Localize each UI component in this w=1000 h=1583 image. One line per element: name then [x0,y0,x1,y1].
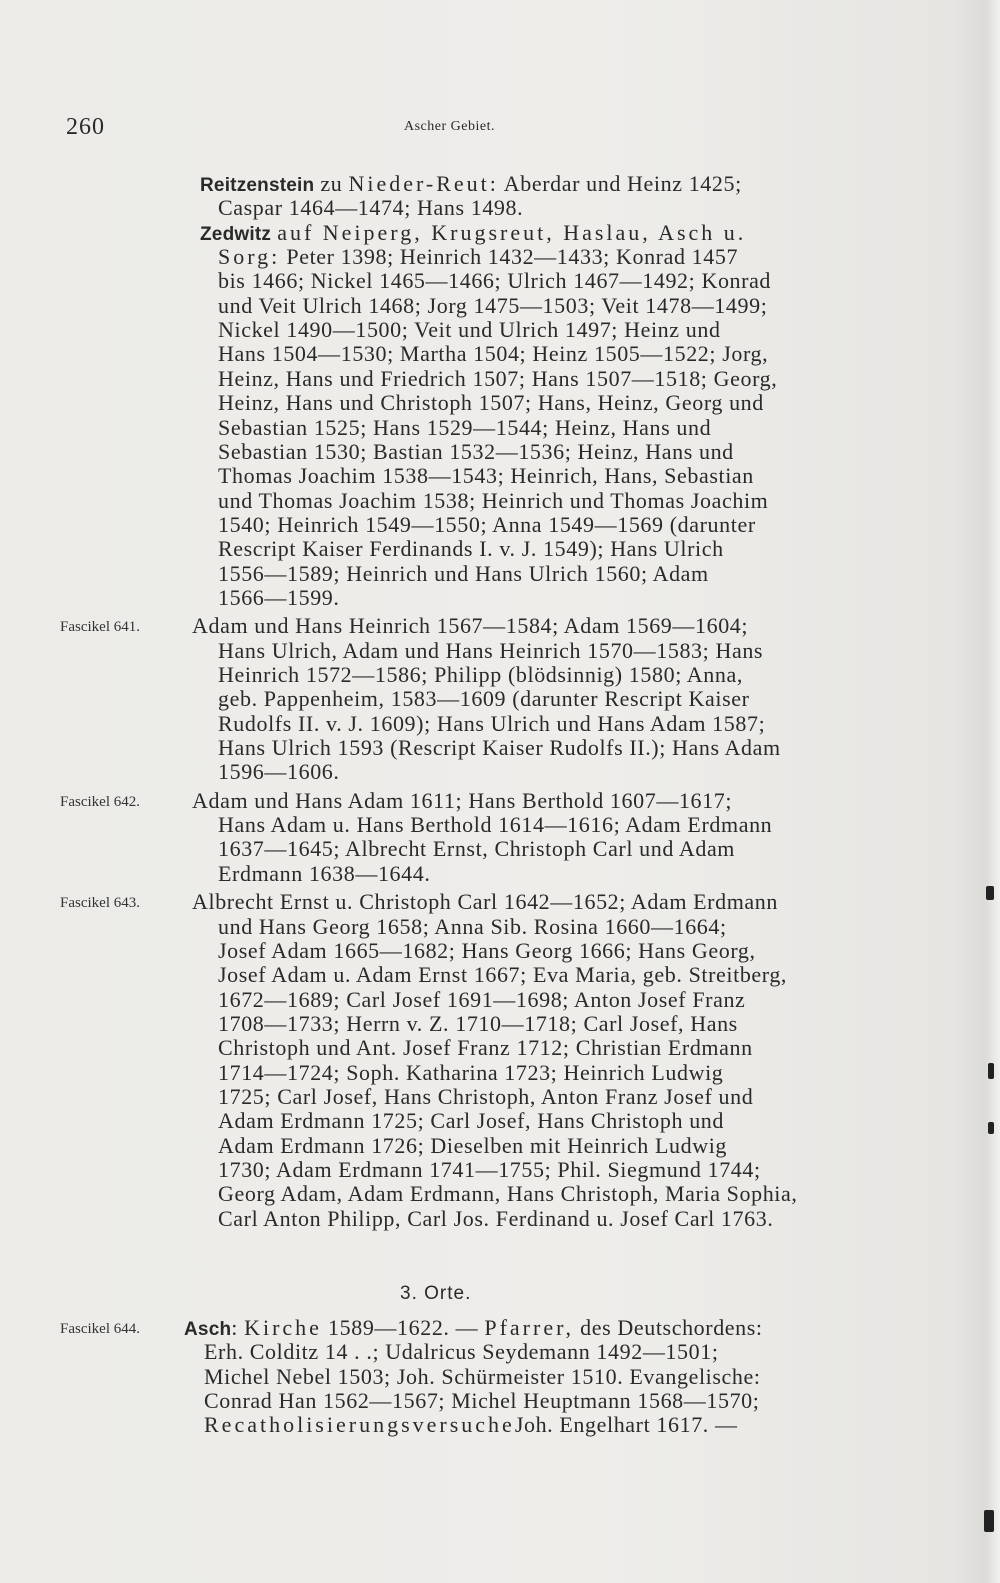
spaced-text: Nieder-Reut: [348,171,499,196]
text-span: Hans Adam u. Hans Berthold 1614—1616; Adam Erdmann [218,812,773,838]
text-line [218,837,735,861]
text-span: Heinrich 1572—1586; Philipp (blödsinnig) 1580; Anna, [218,662,743,687]
text-line [218,489,768,513]
text-span: bis 1466; Nickel 1465—1466; Ulrich 1467—1492; Konrad [218,268,772,294]
text-span: 1637—1645; Albrecht Ernst, Christoph Carl und Adam [218,836,736,862]
page-number: 260 [66,114,105,140]
text-span: Sebastian 1530; Bastian 1532—1536; Heinz, Hans und [218,438,734,464]
text-span: Albrecht Ernst u. Christoph Carl 1642—1652; Adam Erdmann [192,889,778,915]
text-line [218,1085,753,1109]
running-head: Ascher Gebiet. [404,119,495,134]
text-span: Josef Adam u. Adam Ernst 1667; Eva Maria, geb. Streitberg, [218,962,788,988]
text-line [218,513,756,537]
fascikel-margin-note: Fascikel 641. [60,619,140,636]
text-line [218,813,772,837]
text-span: Christoph und Ant. Josef Franz 1712; Christian Erdmann [218,1035,753,1061]
text-line [218,963,787,987]
text-span: Thomas Joachim 1538—1543; Heinrich, Hans, Sebastian [218,463,754,489]
text-line [218,196,523,220]
text-span: 1556—1589; Heinrich und Hans Ulrich 1560; Adam [218,560,709,586]
page-header [0,112,1000,142]
text-line [218,862,430,886]
spaced-text: Kirche [244,1315,322,1340]
text-span: Hans 1504—1530; Martha 1504; Heinz 1505—1522; Jorg, [218,341,769,367]
text-span: des Deutschordens: [574,1315,763,1340]
text-span: Rudolfs II. v. J. 1609); Hans Ulrich und Hans Adam 1587; [218,710,766,736]
text-line [218,988,745,1012]
text-span: Adam Erdmann 1726; Dieselben mit Heinrich Ludwig [218,1132,728,1158]
text-span: Georg Adam, Adam Erdmann, Hans Christoph, Maria Sophia, [218,1181,798,1207]
text-span: zu [314,171,349,196]
text-line [218,391,764,415]
text-line [218,464,754,488]
text-span: 1540; Heinrich 1549—1550; Anna 1549—1569 (darunter [218,511,756,537]
text-line [218,269,771,293]
fascikel-margin-note: Fascikel 643. [60,895,140,912]
text-span: Carl Anton Philipp, Carl Jos. Ferdinand u. Josef Carl 1763. [218,1205,774,1231]
text-line [218,318,721,342]
text-line [218,367,777,391]
text-span: Erh. Colditz 14 . .; Udalricus Seydemann 1492—1501; [204,1339,719,1365]
text-line [218,562,709,586]
family-name: Zedwitz [200,223,272,245]
text-line [218,1158,761,1182]
spaced-text: Pfarrer, [484,1315,575,1340]
text-span: Caspar 1464—1474; Hans 1498. [218,195,524,221]
spaced-text: Recatholisierungsversuche [204,1412,515,1438]
edge-blot [986,886,994,900]
text-line [218,1109,724,1133]
page-edge-shadow [986,0,1000,1583]
section-heading: 3. Orte. [400,1283,472,1304]
fascikel-margin-note: Fascikel 644. [60,1321,140,1337]
text-line [192,614,748,638]
text-span: 1730; Adam Erdmann 1741—1755; Phil. Siegmund 1744; [218,1157,761,1182]
family-name: Reitzenstein [200,175,315,196]
text-line [204,1389,760,1413]
fascikel-margin-note: Fascikel 642. [60,793,140,810]
text-line [218,416,711,440]
text-line [204,1365,761,1389]
family-name: Asch [184,1319,232,1340]
text-span: Joh. Engelhart 1617. — [514,1412,738,1438]
edge-blot [984,1510,994,1532]
text-span: Adam und Hans Heinrich 1567—1584; Adam 1569—1604; [192,613,749,639]
text-span: Peter 1398; Heinrich 1432—1433; Konrad 1457 [280,244,739,270]
text-span: Nickel 1490—1500; Veit und Ulrich 1497; Heinz und [218,317,721,343]
text-line [218,1182,797,1206]
text-span: Adam Erdmann 1725; Carl Josef, Hans Christoph und [218,1108,725,1134]
text-line [200,172,742,198]
text-span: Hans Ulrich 1593 (Rescript Kaiser Rudolfs II.); Hans Adam [218,735,781,761]
text-span: Heinz, Hans und Christoph 1507; Hans, Heinz, Georg und [218,390,764,416]
text-span: 1672—1689; Carl Josef 1691—1698; Anton Josef Franz [218,986,746,1012]
text-line [218,687,750,711]
text-span: Heinz, Hans und Friedrich 1507; Hans 1507—1518; Georg, [218,365,778,391]
text-line [192,789,732,813]
text-line [218,537,724,561]
text-span: Erdmann 1638—1644. [218,860,431,886]
text-line [218,915,727,939]
text-line [218,1134,727,1158]
text-span: und Veit Ulrich 1468; Jorg 1475—1503; Veit 1478—1499; [218,292,768,318]
text-span: Conrad Han 1562—1567; Michel Heuptmann 1568—1570; [204,1388,760,1414]
text-span: Hans Ulrich, Adam und Hans Heinrich 1570—1583; Hans [218,637,764,663]
text-line [218,245,738,269]
text-line [218,586,340,610]
text-line [204,1340,719,1364]
text-line [218,939,756,963]
text-line [204,1413,738,1437]
text-span: 1566—1599. [218,584,340,610]
edge-blot [988,1122,994,1134]
text-span: Michel Nebel 1503; Joh. Schürmeister 1510. Evangelische: [204,1363,761,1389]
text-line [218,294,767,318]
text-span: Josef Adam 1665—1682; Hans Georg 1666; Hans Georg, [218,937,756,963]
text-line [218,342,768,366]
text-line [218,736,781,760]
text-line [218,1207,773,1231]
text-line [218,1036,753,1060]
text-line [184,1316,763,1342]
text-span: Aberdar und Heinz 1425; [498,171,742,196]
text-line [218,639,763,663]
text-span: 1714—1724; Soph. Katharina 1723; Heinrich Ludwig [218,1059,724,1085]
text-span: geb. Pappenheim, 1583—1609 (darunter Rescript Kaiser [218,686,750,712]
text-span: Adam und Hans Adam 1611; Hans Berthold 1607—1617; [192,787,733,813]
edge-blot [988,1063,994,1079]
text-line [218,663,743,687]
text-span: und Thomas Joachim 1538; Heinrich und Thomas Joachim [218,487,769,513]
text-line [218,1012,738,1036]
text-line [218,1061,723,1085]
text-span: und Hans Georg 1658; Anna Sib. Rosina 1660—1664; [218,913,727,939]
spaced-text: auf Neiperg, Krugsreut, Haslau, Asch u. [277,219,747,245]
text-span: 1725; Carl Josef, Hans Christoph, Anton Franz Josef und [218,1083,754,1109]
text-span: 1596—1606. [218,759,340,785]
text-line [200,221,746,247]
text-span: Rescript Kaiser Ferdinands I. v. J. 1549); Hans Ulrich [218,536,724,562]
text-line [218,440,734,464]
text-span: : [231,1315,245,1340]
spaced-text: Sorg: [218,244,281,270]
text-span: 1589—1622. — [321,1315,485,1340]
text-span: Sebastian 1525; Hans 1529—1544; Heinz, Hans und [218,414,712,440]
text-line [218,760,340,784]
text-span: 1708—1733; Herrn v. Z. 1710—1718; Carl Josef, Hans [218,1010,738,1036]
text-line [192,890,778,914]
text-line [218,712,765,736]
